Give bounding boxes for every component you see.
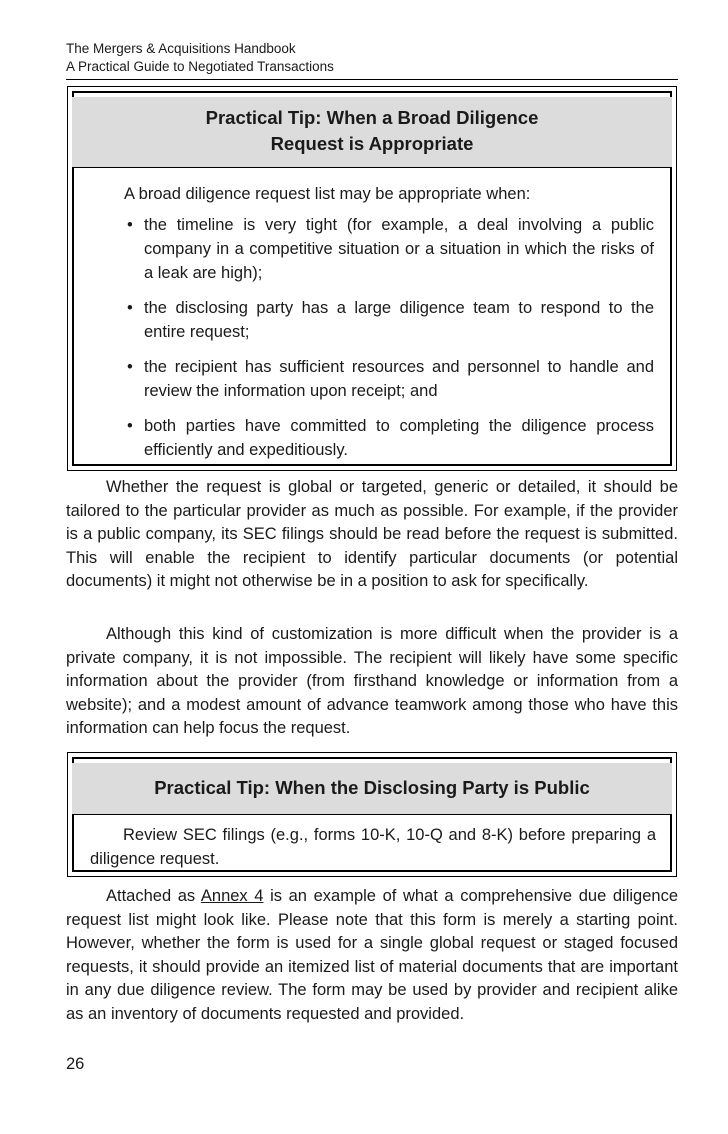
tip-title-band bbox=[72, 97, 672, 167]
tip-title-band bbox=[72, 763, 672, 814]
page-number: 26 bbox=[66, 1055, 85, 1073]
tip-body: Review SEC filings (e.g., forms 10-K, 10-Q and 8-K) before preparing a diligence request. bbox=[90, 826, 656, 868]
tip-title-rule bbox=[72, 167, 672, 168]
body-paragraph-2: Although this kind of customization is more difficult when the provider is a private company, it is not impossible. The recipient will likely have some specific information about the provider (from firsthand knowledge or information from a website); and a modest amount of advance teamwork among those who have this information can help focus the request. bbox=[66, 625, 678, 737]
tip-title-line-1: Practical Tip: When a Broad Diligence bbox=[205, 107, 539, 128]
running-header bbox=[66, 40, 334, 76]
practical-tip-box-public-party bbox=[67, 752, 677, 877]
annex-4-link[interactable]: Annex 4 bbox=[200, 887, 264, 905]
tip-intro: A broad diligence request list may be appropriate when: bbox=[124, 185, 531, 203]
tip-title: Practical Tip: When the Disclosing Party is Public bbox=[154, 777, 590, 798]
list-item: • the disclosing party has a large diligence team to respond to the entire request; bbox=[124, 296, 654, 344]
list-item: • both parties have committed to completing the diligence process efficiently and expeditiously. bbox=[124, 414, 654, 462]
tip-bullet-list bbox=[124, 207, 654, 462]
bullet-icon: • bbox=[127, 417, 133, 435]
body-paragraph-1: Whether the request is global or targeted, generic or detailed, it should be tailored to the particular provider as much as possible. For example, if the provider is a public company, its SEC filings should be read before the request is submitted. This will enable the recipient to identify particular documents (or potential documents) it might not otherwise be in a position to ask for specifically. bbox=[66, 478, 678, 590]
body-paragraph-3: Attached as Annex 4 is an example of what a comprehensive due diligence request list might look like. Please note that this form is merely a starting point. However, whether the form is used for a single global request or staged focused requests, it should provide an itemized list of material documents that are important in any due diligence review. The form may be used by provider and recipient alike as an inventory of documents requested and provided. bbox=[66, 887, 678, 1023]
list-item: • the recipient has sufficient resources and personnel to handle and review the information upon receipt; and bbox=[124, 355, 654, 403]
bullet-icon: • bbox=[127, 216, 133, 234]
book-subtitle: A Practical Guide to Negotiated Transactions bbox=[66, 59, 334, 74]
header-rule bbox=[66, 79, 678, 80]
bullet-icon: • bbox=[127, 299, 133, 317]
tip-title-line-2: Request is Appropriate bbox=[270, 133, 474, 154]
practical-tip-box-broad-request bbox=[67, 86, 677, 471]
list-item: • the timeline is very tight (for example, a deal involving a public company in a competitive situation or a situation in which the risks of a leak are high); bbox=[124, 213, 654, 285]
tip-title-rule bbox=[72, 814, 672, 815]
book-title: The Mergers & Acquisitions Handbook bbox=[66, 41, 296, 56]
bullet-icon: • bbox=[127, 358, 133, 376]
